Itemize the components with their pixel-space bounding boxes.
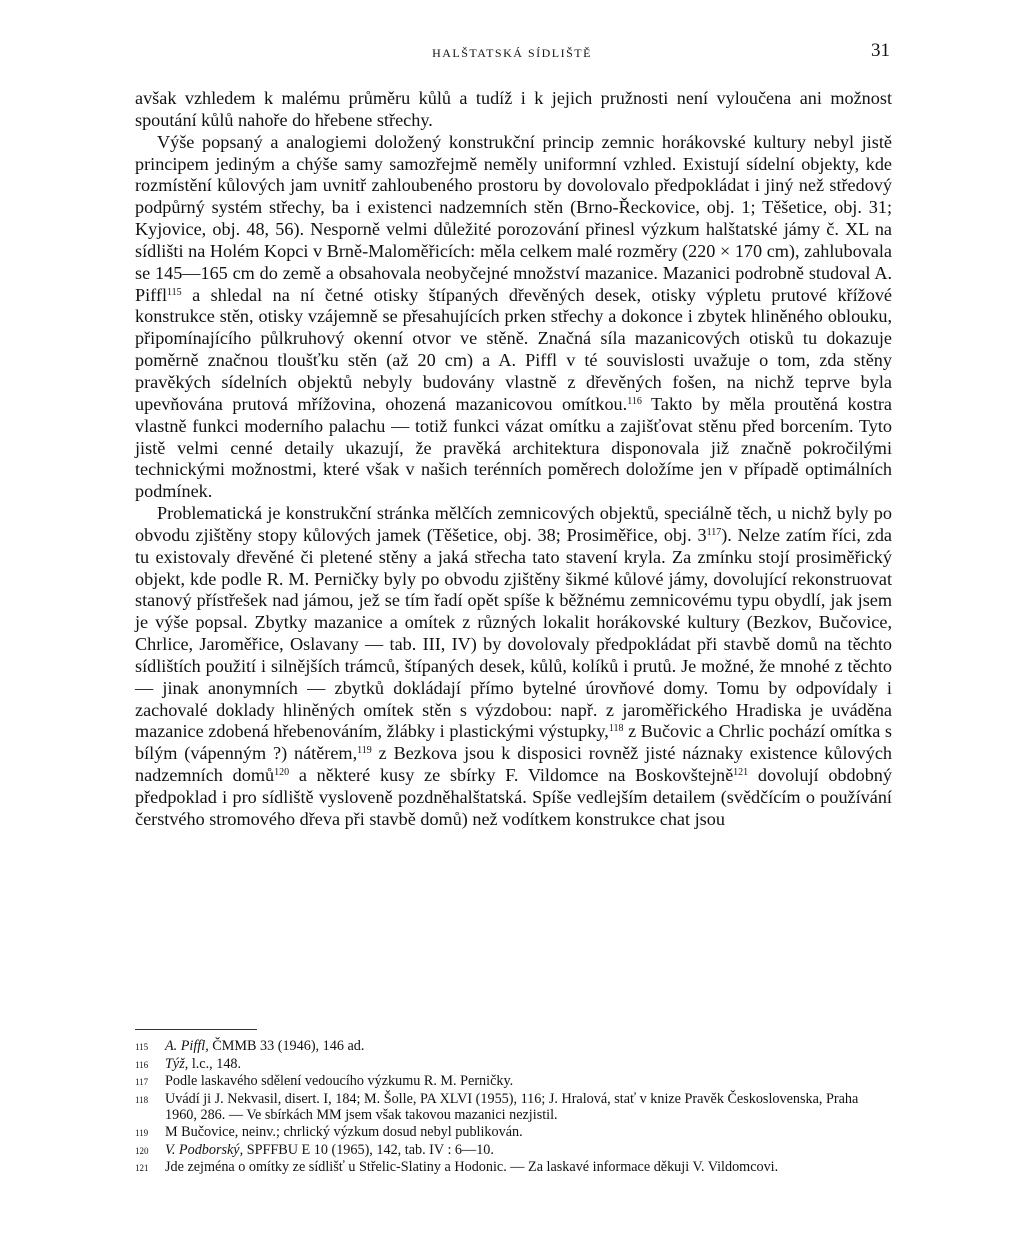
footnote-ref-121[interactable]: 121 bbox=[733, 767, 749, 779]
paragraph-3: Problematická je konstrukční stránka mělčích zemnicových objektů, speciálně těch, u nichž byly po obvodu zjištěny stopy kůlových jamek (Těšetice, obj. 38; Prosiměřice, obj. $3^{117}$). Nelze zatím říci, zda tu existovaly dřevěné či pletené stěny a jaká střecha tato stavení kryla. Za zmínku stojí prosiměřický objekt, kde podle R. M. Perničky byly po obvodu zjištěny šikmé kůlové jámy, dovolující rekonstruovat stanový přístřešek nad jámou, jež se tím řadí opět spíše k běžnému zemnicovému typu obydlí, jak jsem je výše popsal. Zbytky mazanice a omítek z různých lokalit horákovské kultury (Bezkov, Bučovice, Chrlice, Jaroměřice, Oslavany — tab. III, IV) by dovolovaly předpokládat při stavbě domů na těchto sídlištích použití i silnějších trámců, štípaných desek, kůlů, kolíků i prutů. Je možné, že mnohé z těchto — jinak anonymních — zbytků dokládají přímo bytelné úrovňové domy. Tomu by odpovídaly i zachovalé doklady hliněných omítek stěn s výzdobou: např. z jaroměřického Hradiska je uváděna mazanice zdobená hřebenováním, žlábky i plastickými výstupky,$^{118}$ z Bučovic a Chrlic pochází omítka s bílým (vápenným ?) nátěrem,$^{119}$ z Bezkova jsou k disposici rovněž jisté náznaky existence kůlových nadzemních domů$^{120}$ a některé kusy ze sbírky F. Vildomce na Boskovštejně$^{121}$ dovolují obdobný předpoklad i pro sídliště vysloveně pozdněhalštatská. Spíše vedlejším detailem (svědčícím o používání čerstvého stromového dřeva při stavbě domů) než vodítkem konstrukce chat jsou bbox=[135, 503, 892, 829]
footnote-item: 117 Podle laskavého sdělení vedoucího výzkumu R. M. Perničky. bbox=[135, 1073, 514, 1090]
paragraph-2: Výše popsaný a analogiemi doložený konstrukční princip zemnic horákovské kultury nebyl jistě principem jediným a chýše samy samozřejmě neměly uniformní vzhled. Existují sídelní objekty, kde rozmístění kůlových jam uvnitř zahloubeného prostoru by dovolovalo předpokládat i jiný než středový podpůrný systém střechy, ba i existenci nadzemních stěn (Brno-Řeckovice, obj. 1; Těšetice, obj. 31; Kyjovice, obj. 48, 56). Nesporně velmi důležité porozování přinesl výzkum halštatské jámy č. XL na sídlišti na Holém Kopci v Brně-Maloměřicích: měla celkem malé rozměry (220 × 170 cm), zahlubovala se 145—165 cm do země a obsahovala neobyčejné množství mazanice. Mazanici podrobně studoval A. Piffl$^{115}$ a shledal na ní četné otisky štípaných dřevěných desek, otisky výpletu prutové křížové konstrukce stěn, otisky vzájemně se přesahujících prken střechy a dokonce i zbytek hliněného oblouku, připomínajícího půlkruhový okenní otvor ve stěně. Značná síla mazanicových otisků tu dokazuje poměrně značnou tloušťku stěn (až 20 cm) a A. Piffl v té souvislosti uvažuje o tom, zda stěny pravěkých sídelních objektů nebyly budovány vlastně z dřevěných fošen, na nichž teprve byla upevňována prutová mřížovina, ohozená mazanicovou omítkou.$^{116}$ Takto by měla proutěná kostra vlastně funkci moderního palachu — totiž funkci vázat omítku a zajišťovat stěnu před borcením. Tyto jistě velmi cenné detaily ukazují, že pravěká architektura disponovala již značně pokročilými technickými možnostmi, které však v našich terénních poměrech doložíme jen v případě optimálních podmínek. bbox=[135, 131, 892, 502]
footnote-ref-115[interactable]: 115 bbox=[167, 286, 182, 298]
page-number: 31 bbox=[871, 40, 890, 61]
footnote-number: 115 bbox=[135, 1042, 149, 1052]
running-title: HALŠTATSKÁ SÍDLIŠTĚ bbox=[432, 46, 592, 60]
footnote-ref-117[interactable]: 117 bbox=[706, 526, 722, 538]
page-header bbox=[0, 38, 1024, 68]
footnote-item: 121 Jde zejména o omítky ze sídlišť u Střelic-Slatiny a Hodonic. — Za laskavé informace děkuji V. Vildomcovi. bbox=[135, 1159, 779, 1176]
footnote-ref-116[interactable]: 116 bbox=[627, 395, 642, 407]
footnote-item: 119 M Bučovice, neinv.; chrlický výzkum dosud nebyl publikován. bbox=[135, 1123, 523, 1140]
footnote-divider bbox=[135, 1029, 257, 1030]
footnote-ref-119[interactable]: 119 bbox=[357, 745, 372, 757]
footnote-number: 121 bbox=[135, 1163, 149, 1174]
footnote-number: 119 bbox=[135, 1127, 149, 1138]
footnote-item: 116 Týž, l.c., 148. bbox=[135, 1055, 242, 1072]
footnote-number: 117 bbox=[135, 1077, 149, 1088]
footnote-number: 118 bbox=[135, 1094, 149, 1105]
footnote-ref-118[interactable]: 118 bbox=[608, 723, 624, 735]
footnote-ref-120[interactable]: 120 bbox=[274, 767, 290, 779]
footnote-number: 120 bbox=[135, 1145, 149, 1156]
footnotes bbox=[135, 1038, 892, 1177]
body-text bbox=[135, 88, 892, 831]
footnote-item: 115 A. Piffl, ČMMB 33 (1946), 146 ad. bbox=[135, 1038, 365, 1054]
footnote-item: 118 Uvádí ji J. Nekvasil, disert. I, 184; M. Šolle, PA XLVI (1955), 116; J. Hralová, stať v knize Pravěk Československa, Praha 1960, 286. — Ve sbírkách MM jsem však takovou mazanici nezjistil. bbox=[135, 1090, 859, 1124]
paragraph-1: avšak vzhledem k malému průměru kůlů a tudíž i k jejich pružnosti není vyloučena ani možnost spoutání kůlů nahoře do hřebene střechy. bbox=[135, 88, 892, 130]
footnote-item: 120 V. Podborský, SPFFBU E 10 (1965), 142, tab. IV : 6—10. bbox=[135, 1141, 494, 1158]
footnote-number: 116 bbox=[135, 1059, 149, 1070]
